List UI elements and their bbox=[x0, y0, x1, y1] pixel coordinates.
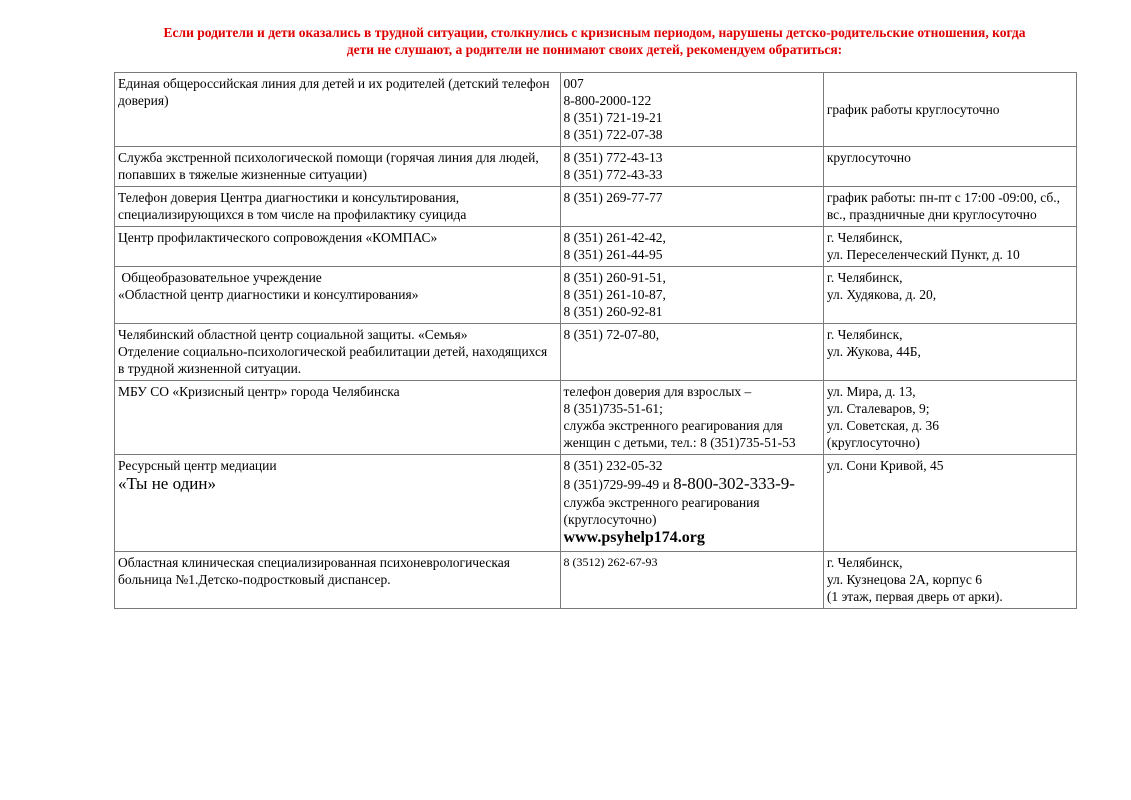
phone-number: 8 (351) 72-07-80, bbox=[563, 327, 660, 342]
phone-number: 8 (351) 772-43-13 bbox=[563, 150, 663, 165]
organization-name: Центр профилактического сопровождения «КОМПАС» bbox=[118, 230, 438, 245]
address-line: г. Челябинск, bbox=[826, 270, 903, 285]
address-line: ул. Жукова, 44Б, bbox=[826, 344, 921, 359]
info-cell bbox=[823, 227, 1076, 267]
phone-cell bbox=[560, 227, 823, 267]
organization-name: Областная клиническая специализированная психоневрологическая больница №1.Детско-подростковый диспансер. bbox=[118, 555, 514, 587]
phone-number-combined bbox=[564, 474, 820, 494]
phone-number: служба экстренного реагирования для женщин с детьми, тел.: 8 (351)735-51-53 bbox=[563, 418, 796, 450]
info-cell bbox=[823, 147, 1076, 187]
phone-cell bbox=[560, 381, 823, 455]
organization-cell bbox=[115, 267, 561, 324]
hotline-number: 8-800-302-333-9- bbox=[673, 474, 795, 493]
schedule-text: круглосуточно bbox=[826, 150, 911, 165]
phone-number: 8 (351) 261-42-42, bbox=[563, 230, 666, 245]
info-cell bbox=[823, 324, 1076, 381]
address-line: ул. Худякова, д. 20, bbox=[826, 287, 937, 302]
organization-name: Единая общероссийская линия для детей и их родителей (детский телефон доверия) bbox=[118, 76, 553, 108]
address-line: ул. Сони Кривой, 45 bbox=[826, 458, 944, 473]
organization-slogan: «Ты не один» bbox=[118, 474, 216, 493]
organization-cell bbox=[115, 552, 561, 609]
phone-number: 8 (351) 721-19-21 bbox=[563, 110, 663, 125]
phone-number: 8 (351) 260-92-81 bbox=[563, 304, 663, 319]
organization-cell bbox=[115, 324, 561, 381]
website-link[interactable]: www.psyhelp174.org bbox=[563, 529, 705, 546]
address-line: г. Челябинск, bbox=[826, 230, 903, 245]
table-row bbox=[115, 187, 1077, 227]
organization-name: «Областной центр диагностики и консултирования» bbox=[118, 287, 419, 302]
organization-name: Челябинский областной центр социальной защиты. «Семья» bbox=[118, 327, 468, 342]
info-cell bbox=[823, 381, 1076, 455]
info-cell bbox=[823, 267, 1076, 324]
phone-cell bbox=[560, 187, 823, 227]
organization-name: Общеобразовательное учреждение bbox=[118, 270, 322, 285]
table-row bbox=[115, 381, 1077, 455]
address-line: ул. Мира, д. 13, bbox=[826, 384, 916, 399]
phone-number: 8 (351) 269-77-77 bbox=[563, 190, 663, 205]
organization-name: МБУ СО «Кризисный центр» города Челябинска bbox=[118, 384, 400, 399]
schedule-text: график работы круглосуточно bbox=[826, 101, 1000, 117]
table-row bbox=[115, 324, 1077, 381]
organization-name: Отделение социально-психологической реабилитации детей, находящихся в трудной жизненной ситуации. bbox=[118, 344, 551, 376]
table-row bbox=[115, 455, 1077, 552]
organization-name: Служба экстренной психологической помощи (горячая линия для людей, попавших в тяжелые жизненные ситуации) bbox=[118, 150, 543, 182]
address-line: ул. Кузнецова 2А, корпус 6 bbox=[826, 572, 983, 587]
organization-cell bbox=[115, 455, 561, 552]
phone-number: 8 (351) 772-43-33 bbox=[563, 167, 663, 182]
phone-number: 8 (351)735-51-61; bbox=[563, 401, 663, 416]
phone-number: 8 (351) 232-05-32 bbox=[563, 458, 663, 473]
heading-line-2: дети не слушают, а родители не понимают своих детей, рекомендуем обратиться: bbox=[346, 42, 843, 57]
heading-line-1: Если родители и дети оказались в трудной ситуации, столкнулись с кризисным периодом, нарушены детско-родительские отношения, когда bbox=[163, 25, 1026, 40]
phone-number: 8 (351) 722-07-38 bbox=[563, 127, 663, 142]
info-cell bbox=[823, 455, 1076, 552]
phone-note: служба экстренного реагирования (круглосуточно) bbox=[563, 495, 763, 527]
table-row bbox=[115, 267, 1077, 324]
address-line: ул. Переселенческий Пункт, д. 10 bbox=[826, 247, 1020, 262]
organization-cell bbox=[115, 147, 561, 187]
phone-number: 8-800-2000-122 bbox=[563, 93, 652, 108]
phone-number: 8 (351)729-99-49 и bbox=[563, 477, 674, 492]
phone-cell bbox=[560, 73, 823, 147]
table-row bbox=[115, 227, 1077, 267]
table-row bbox=[115, 147, 1077, 187]
address-line: г. Челябинск, bbox=[826, 555, 903, 570]
phone-cell bbox=[560, 267, 823, 324]
address-line: ул. Сталеваров, 9; bbox=[826, 401, 930, 416]
organization-cell bbox=[115, 227, 561, 267]
page-heading bbox=[112, 24, 1077, 58]
phone-number: 8 (351) 261-44-95 bbox=[563, 247, 663, 262]
phone-number: 8 (351) 260-91-51, bbox=[563, 270, 666, 285]
organization-cell bbox=[115, 73, 561, 147]
organization-name: Ресурсный центр медиации bbox=[118, 458, 277, 473]
phone-cell bbox=[560, 147, 823, 187]
table-row bbox=[115, 73, 1077, 147]
info-cell bbox=[823, 552, 1076, 609]
organization-name: Телефон доверия Центра диагностики и консультирования, специализирующихся в том числе на профилактику суицида bbox=[118, 190, 467, 222]
table-row bbox=[115, 552, 1077, 609]
address-line: (круглосуточно) bbox=[826, 435, 920, 450]
info-cell bbox=[823, 187, 1076, 227]
phone-cell bbox=[560, 455, 823, 552]
phone-cell bbox=[560, 552, 823, 609]
phone-number: 007 bbox=[563, 76, 584, 91]
address-line: г. Челябинск, bbox=[826, 327, 903, 342]
contacts-table bbox=[114, 72, 1077, 609]
phone-number: 8 (3512) 262-67-93 bbox=[563, 555, 658, 569]
phone-number: 8 (351) 261-10-87, bbox=[563, 287, 666, 302]
schedule-text: график работы: пн-пт с 17:00 -09:00, сб., вс., праздничные дни круглосуточно bbox=[826, 190, 1064, 222]
organization-cell bbox=[115, 381, 561, 455]
info-cell bbox=[823, 73, 1076, 147]
address-line: (1 этаж, первая дверь от арки). bbox=[826, 589, 1003, 604]
organization-cell bbox=[115, 187, 561, 227]
phone-number: телефон доверия для взрослых – bbox=[563, 384, 752, 399]
phone-cell bbox=[560, 324, 823, 381]
address-line: ул. Советская, д. 36 bbox=[826, 418, 939, 433]
